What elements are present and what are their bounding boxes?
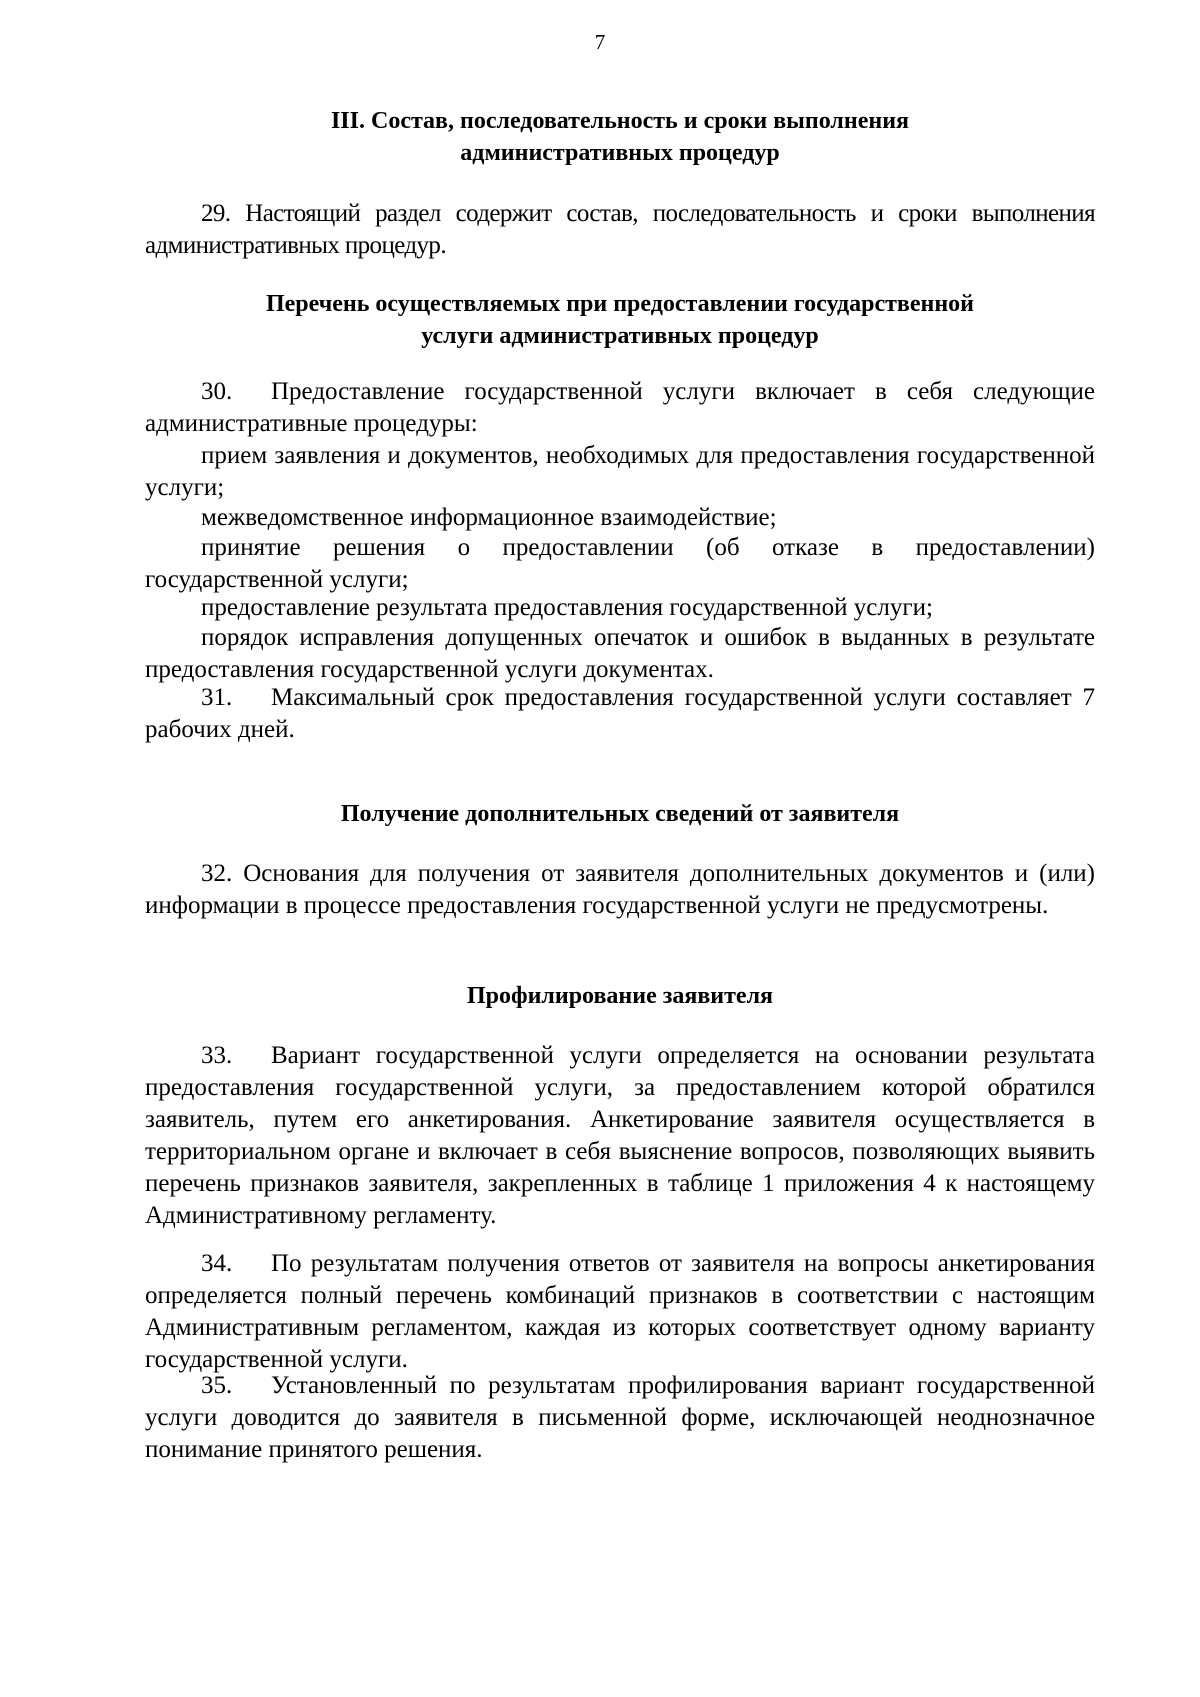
paragraph-35-number: 35. bbox=[201, 1372, 233, 1399]
procedure-item-3: принятие решения о предоставлении (об отказе в предоставлении) государственной услуги; bbox=[145, 534, 1095, 593]
procedure-item-4: предоставление результата предоставления государственной услуги; bbox=[201, 594, 933, 621]
paragraph-34 bbox=[145, 1248, 1095, 1376]
paragraph-30-text: Предоставление государственной услуги включает в себя следующие административные процедуры: bbox=[145, 378, 1095, 437]
heading-procedures-list-line2: услуги административных процедур bbox=[421, 323, 819, 349]
paragraph-31-text: Максимальный срок предоставления государственной услуги составляет 7 рабочих дней. bbox=[145, 684, 1095, 743]
heading-procedures-list bbox=[145, 288, 1095, 352]
paragraph-29: 29. Настоящий раздел содержит состав, последовательность и сроки выполнения административных процедур. bbox=[145, 200, 1095, 259]
paragraph-31-number: 31. bbox=[201, 684, 233, 711]
procedure-item-5: порядок исправления допущенных опечаток и ошибок в выданных в результате предоставления государственной услуги документах. bbox=[145, 624, 1095, 683]
paragraph-35-text: Установленный по результатам профилирования вариант государственной услуги доводится до заявителя в письменной форме, исключающей неоднозначное понимание принятого решения. bbox=[145, 1372, 1095, 1463]
page-number: 7 bbox=[594, 30, 606, 54]
heading-procedures-list-line1: Перечень осуществляемых при предоставлении государственной bbox=[265, 291, 975, 317]
heading-profiling: Профилирование заявителя bbox=[466, 983, 774, 1009]
section-title-line1: III. Состав, последовательность и сроки выполнения bbox=[330, 108, 910, 134]
paragraph-33-text: Вариант государственной услуги определяется на основании результата предоставления государственной услуги, за предоставлением которой обратился заявитель, путем его анкетирования. Анкетирование заявителя осуществляется в территориальном органе и включает в себя выяснение вопросов, позволяющих выявить перечень признаков заявителя, закрепленных в таблице 1 приложения 4 к настоящему Административному регламенту. bbox=[145, 1042, 1095, 1229]
procedure-item-2: межведомственное информационное взаимодействие; bbox=[201, 504, 777, 531]
paragraph-31 bbox=[145, 682, 1095, 746]
paragraph-32: 32. Основания для получения от заявителя дополнительных документов и (или) информации в процессе предоставления государственной услуги не предусмотрены. bbox=[145, 860, 1095, 919]
paragraph-30-number: 30. bbox=[201, 378, 233, 405]
section-title bbox=[145, 105, 1095, 169]
paragraph-34-text: По результатам получения ответов от заявителя на вопросы анкетирования определяется полный перечень комбинаций признаков в соответствии с настоящим Административным регламентом, каждая из которых соответствует одному варианту государственной услуги. bbox=[145, 1250, 1095, 1373]
heading-additional-info: Получение дополнительных сведений от заявителя bbox=[340, 801, 900, 827]
paragraph-34-number: 34. bbox=[201, 1250, 233, 1277]
paragraph-35 bbox=[145, 1370, 1095, 1466]
paragraph-30 bbox=[145, 376, 1095, 440]
paragraph-33-number: 33. bbox=[201, 1042, 233, 1069]
paragraph-33 bbox=[145, 1040, 1095, 1232]
section-title-line2: административных процедур bbox=[460, 140, 780, 166]
procedure-item-1: прием заявления и документов, необходимых для предоставления государственной услуги; bbox=[145, 442, 1095, 501]
